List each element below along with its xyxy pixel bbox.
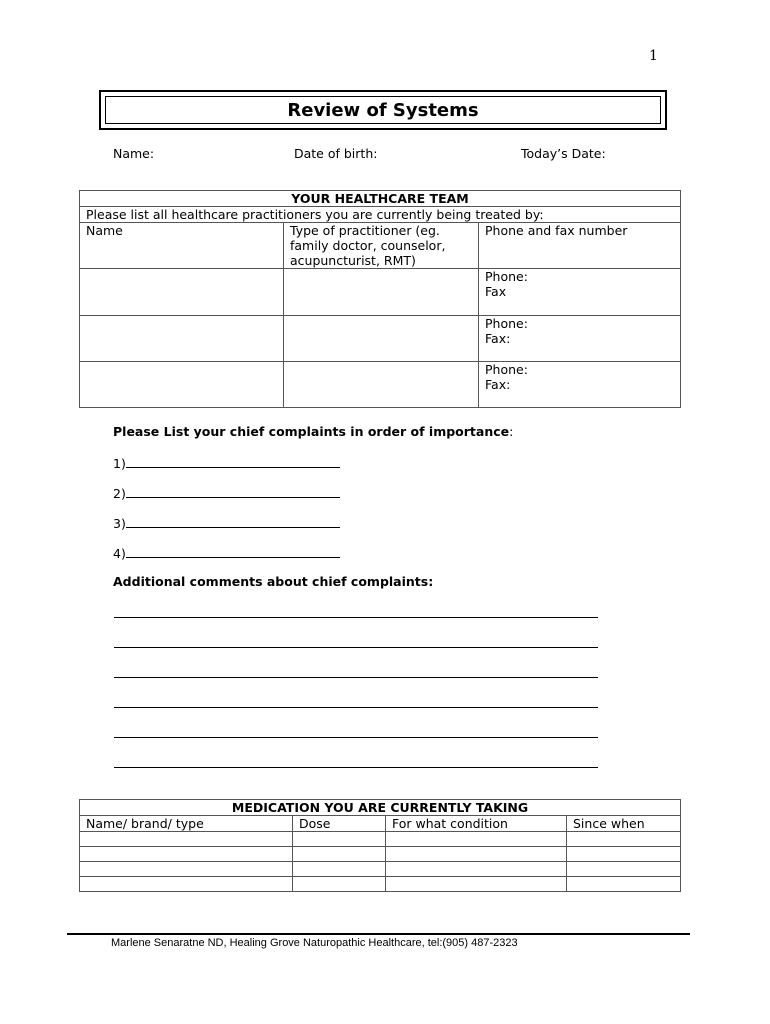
med-col-since: Since when — [567, 816, 681, 832]
team-col-type-line3: acupuncturist, RMT) — [290, 253, 416, 268]
title-box — [99, 90, 667, 130]
medication-row — [80, 832, 681, 847]
med-cell[interactable] — [386, 862, 567, 877]
dob-label: Date of birth: — [294, 146, 378, 161]
comment-line[interactable] — [114, 617, 598, 618]
team-type-cell[interactable] — [284, 269, 479, 316]
complaint-item: 1) — [113, 454, 340, 471]
med-cell[interactable] — [386, 832, 567, 847]
team-phone-cell[interactable] — [479, 362, 681, 408]
team-row — [80, 316, 681, 362]
complaint-item: 3) — [113, 514, 340, 531]
medication-row — [80, 877, 681, 892]
medication-table — [79, 799, 681, 892]
med-cell[interactable] — [293, 832, 386, 847]
comment-line[interactable] — [114, 677, 598, 678]
team-name-cell[interactable] — [80, 362, 284, 408]
fax-label: Fax: — [485, 377, 511, 392]
team-col-name: Name — [80, 223, 284, 269]
team-name-cell[interactable] — [80, 269, 284, 316]
footer-text: Marlene Senaratne ND, Healing Grove Naturopathic Healthcare, tel:(905) 487-2323 — [111, 937, 518, 949]
team-col-type — [284, 223, 479, 269]
team-row — [80, 269, 681, 316]
med-cell[interactable] — [293, 877, 386, 892]
med-cell[interactable] — [567, 877, 681, 892]
todays-date-label: Today’s Date: — [521, 146, 606, 161]
team-name-cell[interactable] — [80, 316, 284, 362]
additional-comments-label: Additional comments about chief complaints: — [113, 574, 434, 589]
med-cell[interactable] — [80, 847, 293, 862]
team-col-type-line1: Type of practitioner (eg. — [290, 223, 440, 238]
med-cell[interactable] — [293, 862, 386, 877]
complaints-prompt: Please List your chief complaints in order of importance: — [113, 424, 514, 439]
team-instruction: Please list all healthcare practitioners you are currently being treated by: — [80, 207, 681, 223]
team-col-phone: Phone and fax number — [479, 223, 681, 269]
comment-line[interactable] — [114, 737, 598, 738]
complaint-1-field[interactable] — [126, 454, 340, 468]
med-cell[interactable] — [80, 877, 293, 892]
medication-row — [80, 862, 681, 877]
comment-line[interactable] — [114, 707, 598, 708]
med-col-dose: Dose — [293, 816, 386, 832]
comment-line[interactable] — [114, 767, 598, 768]
comment-line[interactable] — [114, 647, 598, 648]
complaint-item: 2) — [113, 484, 340, 501]
med-col-name: Name/ brand/ type — [80, 816, 293, 832]
team-phone-cell[interactable] — [479, 316, 681, 362]
phone-label: Phone: — [485, 269, 528, 284]
med-cell[interactable] — [386, 847, 567, 862]
medication-heading: MEDICATION YOU ARE CURRENTLY TAKING — [80, 800, 681, 816]
page-number: 1 — [649, 48, 658, 64]
team-row — [80, 362, 681, 408]
med-cell[interactable] — [567, 862, 681, 877]
footer-divider — [67, 933, 690, 935]
team-type-cell[interactable] — [284, 316, 479, 362]
complaint-2-field[interactable] — [126, 484, 340, 498]
page-title: Review of Systems — [105, 96, 661, 124]
team-heading: YOUR HEALTHCARE TEAM — [80, 191, 681, 207]
phone-label: Phone: — [485, 362, 528, 377]
med-col-condition: For what condition — [386, 816, 567, 832]
medication-row — [80, 847, 681, 862]
team-col-type-line2: family doctor, counselor, — [290, 238, 446, 253]
med-cell[interactable] — [293, 847, 386, 862]
team-phone-cell[interactable] — [479, 269, 681, 316]
fax-label: Fax: — [485, 331, 511, 346]
complaint-3-field[interactable] — [126, 514, 340, 528]
complaint-item: 4) — [113, 544, 340, 561]
med-cell[interactable] — [386, 877, 567, 892]
complaint-4-field[interactable] — [126, 544, 340, 558]
med-cell[interactable] — [567, 832, 681, 847]
fax-label: Fax — [485, 284, 507, 299]
phone-label: Phone: — [485, 316, 528, 331]
med-cell[interactable] — [567, 847, 681, 862]
team-type-cell[interactable] — [284, 362, 479, 408]
healthcare-team-table — [79, 190, 681, 408]
med-cell[interactable] — [80, 862, 293, 877]
med-cell[interactable] — [80, 832, 293, 847]
name-label: Name: — [113, 146, 155, 161]
